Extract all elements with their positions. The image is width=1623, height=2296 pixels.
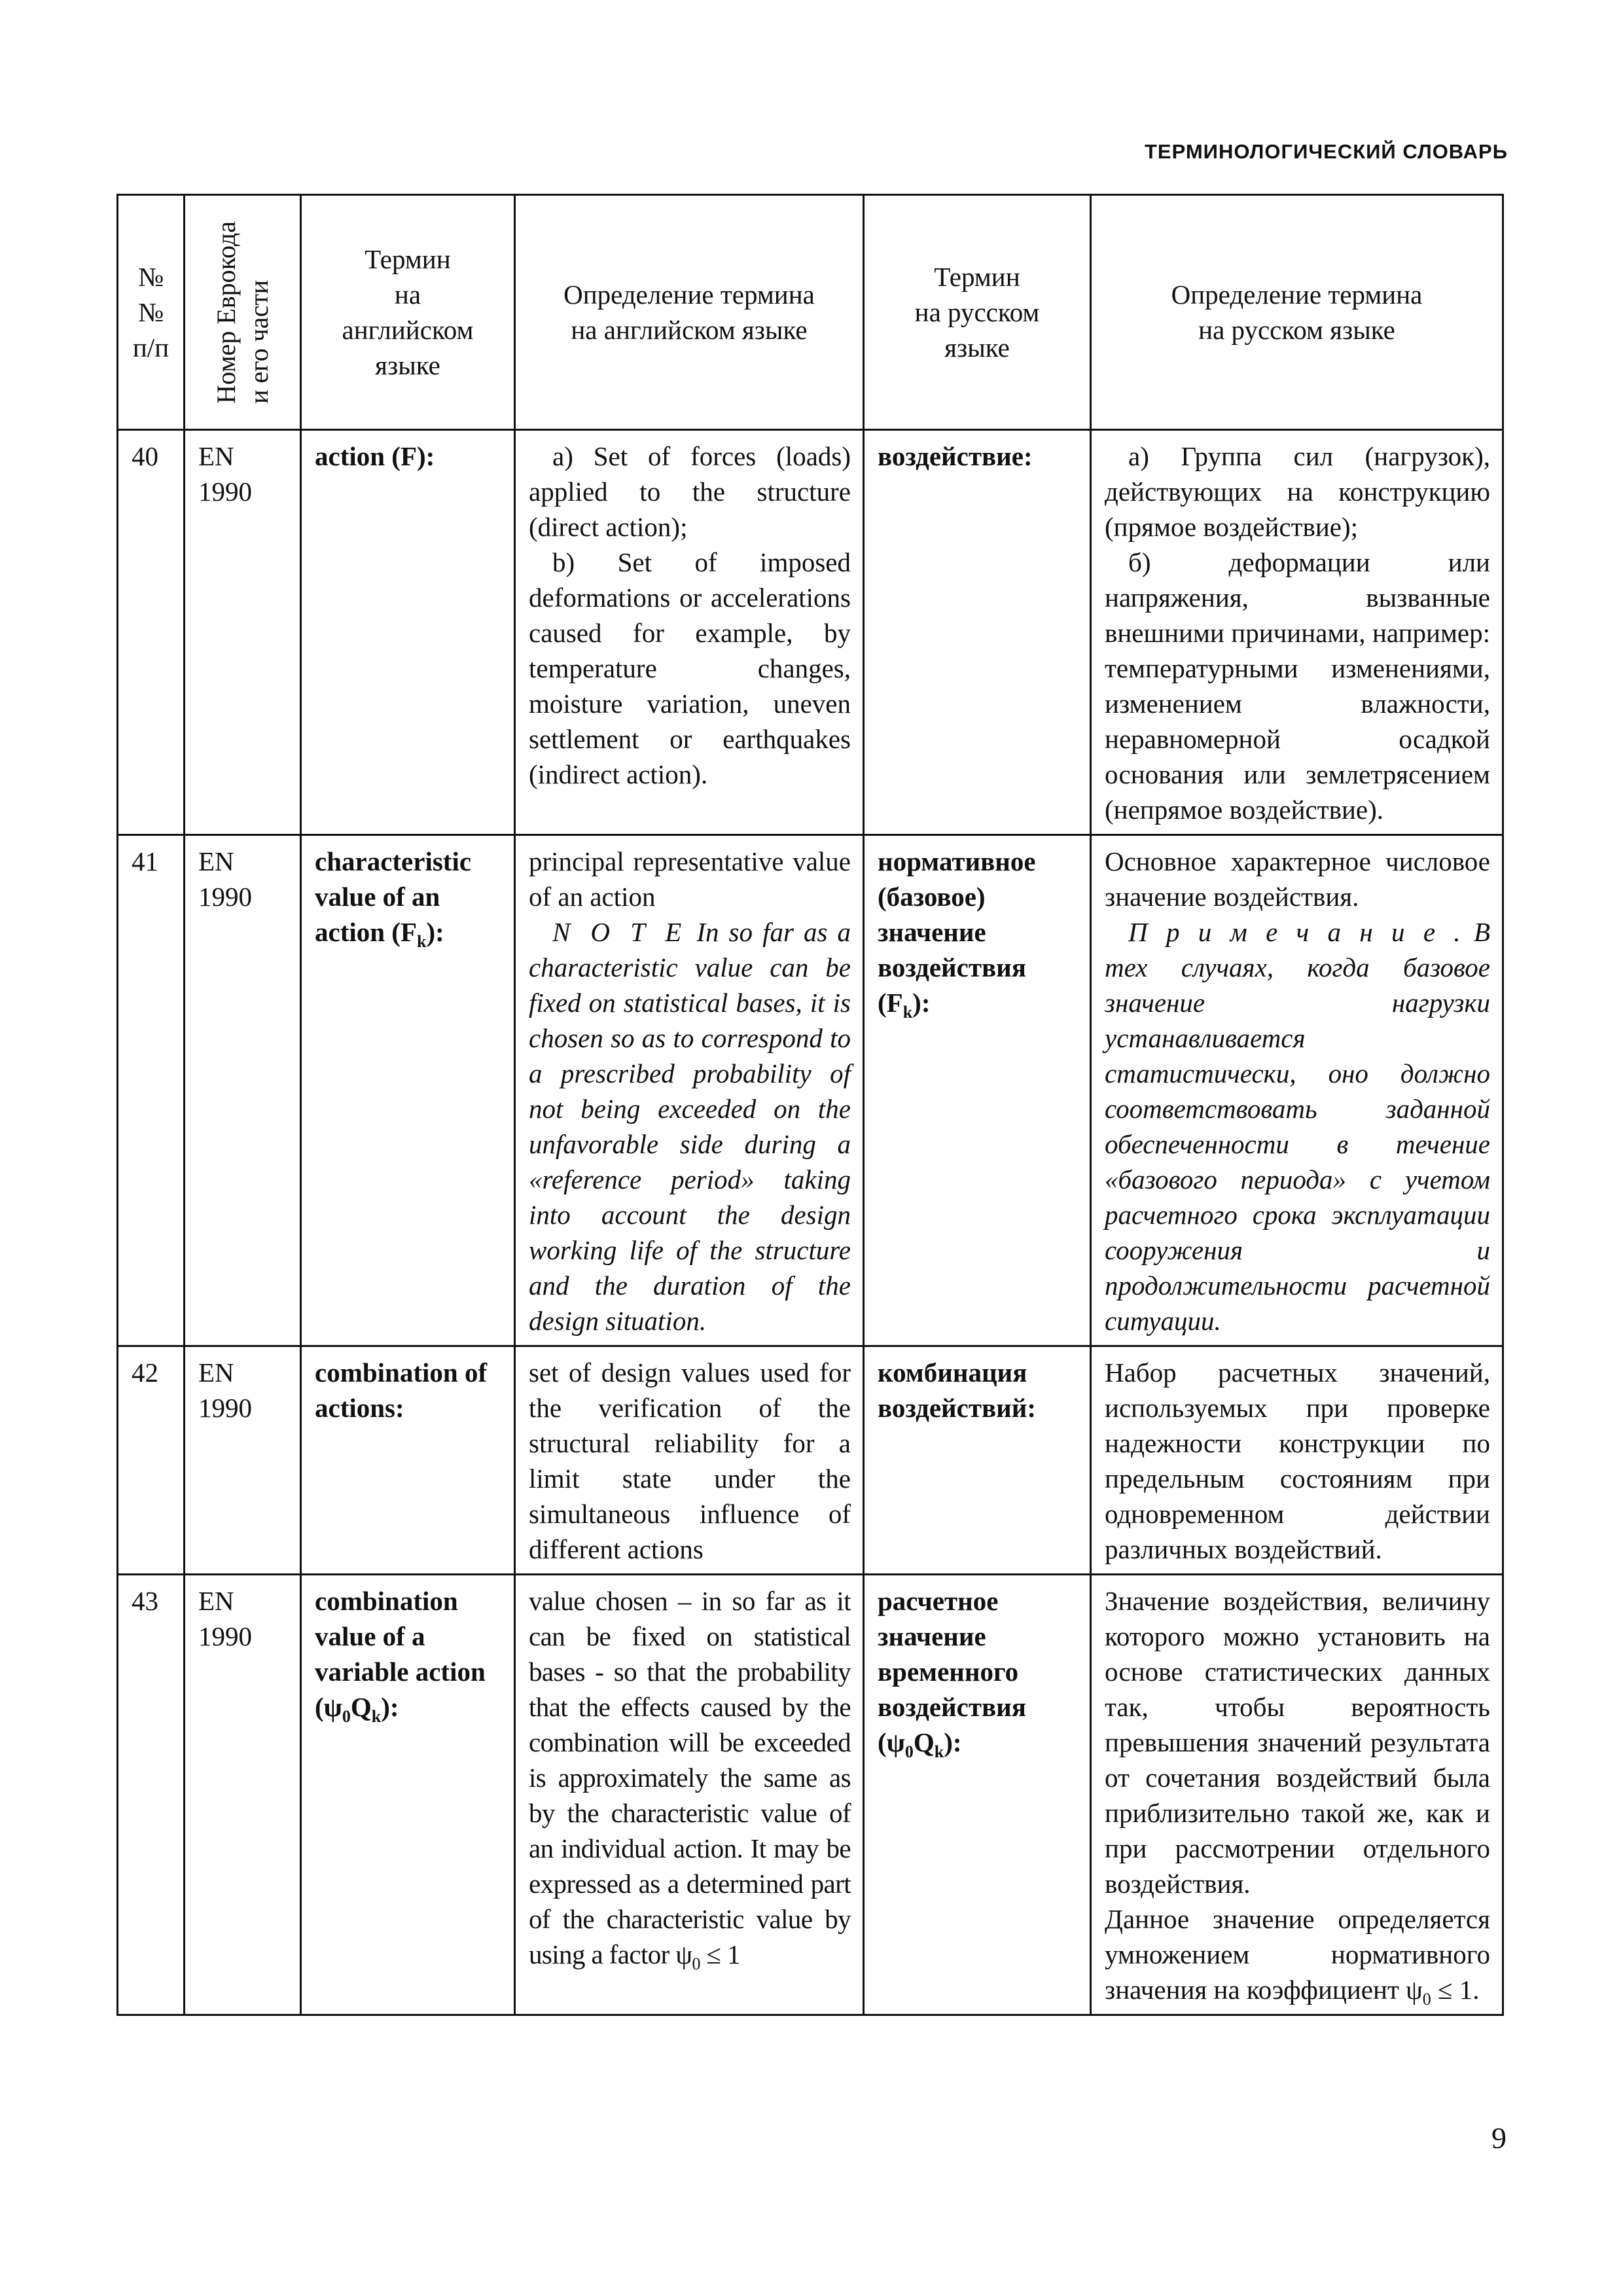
russian-definition: а) Группа сил (нагрузок), действующих на конструкцию (прямое воздействие); б) деформации или напряжения, вызванные внешними причинами, например: температурными изменениями, изменением влажности, неравномерной осадкой основания или землетрясением (непрямое воздействие). bbox=[1091, 430, 1503, 835]
column-header-english-term: Термин на английском языке bbox=[301, 195, 515, 430]
row-number: 43 bbox=[118, 1575, 185, 2015]
column-header-english-definition: Определение термина на английском языке bbox=[515, 195, 864, 430]
english-definition: a) Set of forces (loads) applied to the structure (direct action); b) Set of imposed deformations or accelerations caused for example, by temperature changes, moisture variation, uneven settlement or earthquakes (indirect action). bbox=[515, 430, 864, 835]
table-row bbox=[118, 1575, 1503, 2015]
eurocode-ref: EN 1990 bbox=[185, 1346, 301, 1575]
english-term: combination value of a variable action $(\psi_0Q_k)$: bbox=[301, 1575, 515, 2015]
table-row bbox=[118, 835, 1503, 1346]
russian-term: нормативное (базовое) значение воздействия $(F_k)$: bbox=[864, 835, 1091, 1346]
row-number: 40 bbox=[118, 430, 185, 835]
english-term: characteristic value of an action $(F_k)$: bbox=[301, 835, 515, 1346]
english-term: action (F): bbox=[301, 430, 515, 835]
eurocode-ref: EN 1990 bbox=[185, 430, 301, 835]
english-definition: set of design values used for the verification of the structural reliability for a limit state under the simultaneous influence of different actions bbox=[515, 1346, 864, 1575]
russian-term: расчетное значение временного воздействия $(\psi_0Q_k)$: bbox=[864, 1575, 1091, 2015]
table-row bbox=[118, 1346, 1503, 1575]
column-header-number: №№ п/п bbox=[118, 195, 185, 430]
russian-definition: Основное характерное числовое значение воздействия. П р и м е ч а н и е . В тех случаях, когда базовое значение нагрузки устанавливается статистически, оно должно соответствовать заданной обеспеченности в течение «базового периода» с учетом расчетного срока эксплуатации сооружения и продолжительности расчетной ситуации. bbox=[1091, 835, 1503, 1346]
english-definition: value chosen – in so far as it can be fixed on statistical bases - so that the probability that the effects caused by the combination will be exceeded is approximately the same as by the characteristic value of an individual action. It may be expressed as a determined part of the characteristic value by using a factor $\psi_0 \le 1$ bbox=[515, 1575, 864, 2015]
russian-definition: Значение воздействия, величину которого можно установить на основе статистических данных так, чтобы вероятность превышения значений результата от сочетания воздействий была приблизительно такой же, как и при рассмотрении отдельного воздействия. Данное значение определяется умножением нормативного значения на коэффициент $\psi_0 \le 1$. bbox=[1091, 1575, 1503, 2015]
table-row bbox=[118, 430, 1503, 835]
row-number: 41 bbox=[118, 835, 185, 1346]
english-definition: principal representative value of an action N O T E In so far as a characteristic value can be fixed on statistical bases, it is chosen so as to correspond to a prescribed probability of not being exceeded on the unfavorable side during a «reference period» taking into account the design working life of the structure and the duration of the design situation. bbox=[515, 835, 864, 1346]
page-number: 9 bbox=[1491, 2121, 1507, 2155]
english-term: combination of actions: bbox=[301, 1346, 515, 1575]
russian-definition: Набор расчетных значений, используемых при проверке надежности конструкции по предельным состояниям при одновременном действии различных воздействий. bbox=[1091, 1346, 1503, 1575]
table-header-row bbox=[118, 195, 1503, 430]
eurocode-ref: EN 1990 bbox=[185, 835, 301, 1346]
russian-term: воздействие: bbox=[864, 430, 1091, 835]
glossary-table bbox=[116, 194, 1504, 2016]
column-header-russian-term: Термин на русском языке bbox=[864, 195, 1091, 430]
column-header-russian-definition: Определение термина на русском языке bbox=[1091, 195, 1503, 430]
note-label: П р и м е ч а н и е . bbox=[1128, 917, 1466, 947]
row-number: 42 bbox=[118, 1346, 185, 1575]
note-label: N O T E bbox=[552, 917, 687, 947]
russian-term: комбинация воздействий: bbox=[864, 1346, 1091, 1575]
column-header-eurocode: Номер Еврокода и его части bbox=[185, 195, 301, 430]
eurocode-ref: EN 1990 bbox=[185, 1575, 301, 2015]
running-header: ТЕРМИНОЛОГИЧЕСКИЙ СЛОВАРЬ bbox=[1144, 140, 1508, 163]
